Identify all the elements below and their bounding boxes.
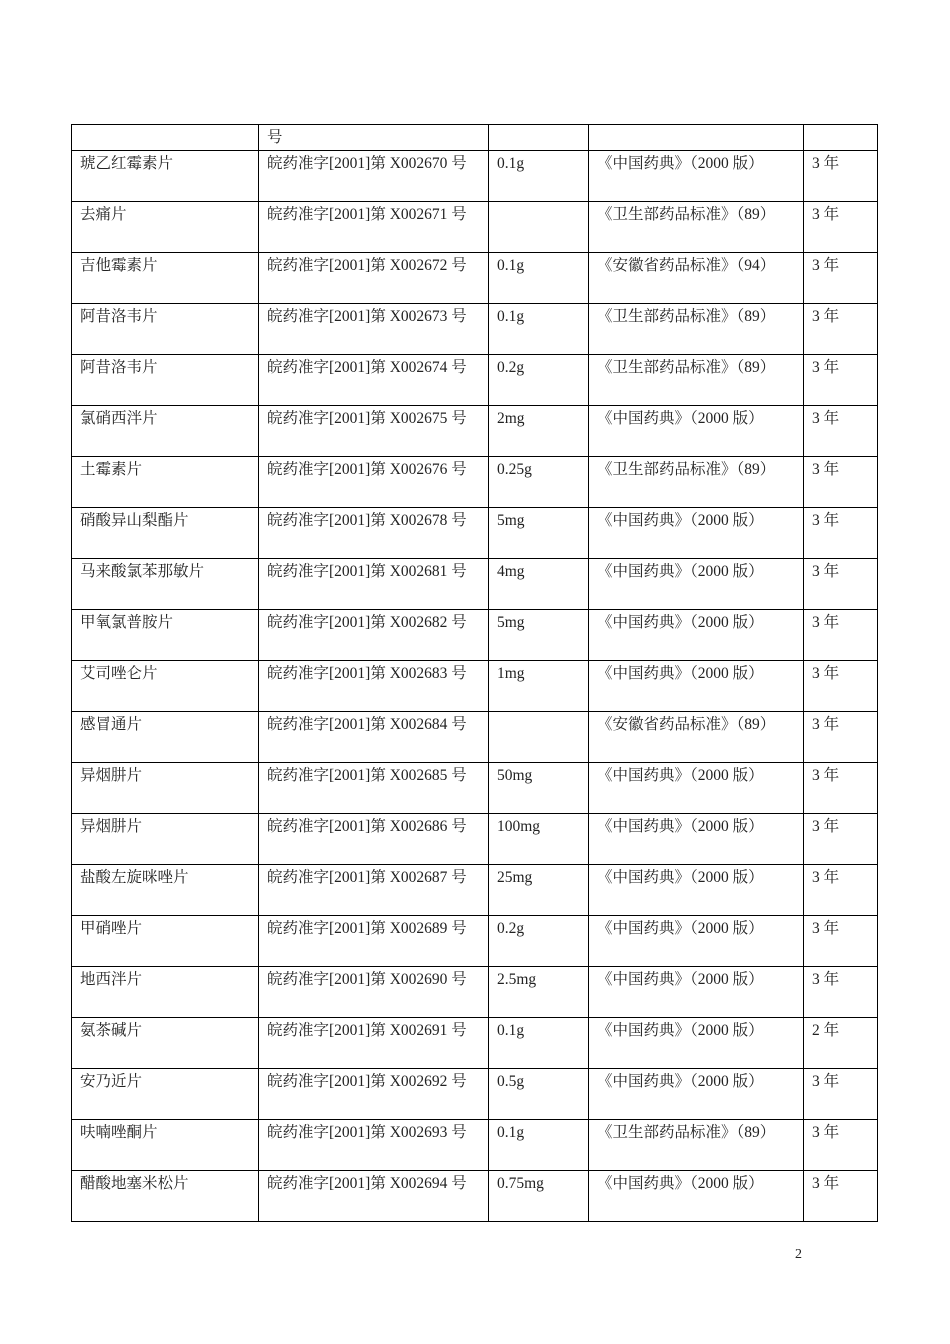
table-row xyxy=(72,967,878,1018)
standard-cell: 《中国药典》（2000 版） xyxy=(589,559,804,610)
spec-cell: 0.1g xyxy=(489,253,589,304)
spec-cell: 5mg xyxy=(489,508,589,559)
approval-cell: 皖药准字[2001]第 X002689 号 xyxy=(259,916,489,967)
approval-cell: 皖药准字[2001]第 X002674 号 xyxy=(259,355,489,406)
validity-cell: 3 年 xyxy=(804,406,878,457)
name-cell: 氯硝西泮片 xyxy=(72,406,259,457)
spec-cell: 50mg xyxy=(489,763,589,814)
approval-cell: 皖药准字[2001]第 X002671 号 xyxy=(259,202,489,253)
spec-cell: 0.25g xyxy=(489,457,589,508)
name-cell: 甲氧氯普胺片 xyxy=(72,610,259,661)
name-cell: 盐酸左旋咪唑片 xyxy=(72,865,259,916)
spec-cell: 0.1g xyxy=(489,1018,589,1069)
approval-cell: 皖药准字[2001]第 X002670 号 xyxy=(259,151,489,202)
standard-cell: 《安徽省药品标准》（89） xyxy=(589,712,804,763)
table-body xyxy=(72,125,878,1222)
name-cell: 阿昔洛韦片 xyxy=(72,304,259,355)
spec-cell: 0.1g xyxy=(489,1120,589,1171)
name-cell: 土霉素片 xyxy=(72,457,259,508)
validity-cell: 3 年 xyxy=(804,508,878,559)
validity-cell: 3 年 xyxy=(804,763,878,814)
table-row xyxy=(72,712,878,763)
approval-cell: 皖药准字[2001]第 X002681 号 xyxy=(259,559,489,610)
validity-cell: 3 年 xyxy=(804,814,878,865)
name-cell: 地西泮片 xyxy=(72,967,259,1018)
name-cell: 醋酸地塞米松片 xyxy=(72,1171,259,1222)
validity-cell: 2 年 xyxy=(804,1018,878,1069)
name-cell: 异烟肼片 xyxy=(72,763,259,814)
approval-cell: 皖药准字[2001]第 X002686 号 xyxy=(259,814,489,865)
standard-cell: 《中国药典》（2000 版） xyxy=(589,1069,804,1120)
approval-cell: 皖药准字[2001]第 X002682 号 xyxy=(259,610,489,661)
table-row xyxy=(72,406,878,457)
spec-cell: 0.2g xyxy=(489,916,589,967)
name-cell: 艾司唑仑片 xyxy=(72,661,259,712)
approval-cell: 皖药准字[2001]第 X002693 号 xyxy=(259,1120,489,1171)
table-row xyxy=(72,865,878,916)
table-row xyxy=(72,1069,878,1120)
standard-cell: 《卫生部药品标准》（89） xyxy=(589,202,804,253)
name-cell xyxy=(72,125,259,151)
standard-cell: 《中国药典》（2000 版） xyxy=(589,1018,804,1069)
approval-cell: 号 xyxy=(259,125,489,151)
approval-cell: 皖药准字[2001]第 X002687 号 xyxy=(259,865,489,916)
name-cell: 阿昔洛韦片 xyxy=(72,355,259,406)
spec-cell: 100mg xyxy=(489,814,589,865)
approval-cell: 皖药准字[2001]第 X002690 号 xyxy=(259,967,489,1018)
validity-cell: 3 年 xyxy=(804,610,878,661)
page-number: 2 xyxy=(795,1247,802,1262)
validity-cell: 3 年 xyxy=(804,1171,878,1222)
spec-cell: 25mg xyxy=(489,865,589,916)
validity-cell: 3 年 xyxy=(804,304,878,355)
standard-cell: 《中国药典》（2000 版） xyxy=(589,661,804,712)
standard-cell: 《卫生部药品标准》（89） xyxy=(589,355,804,406)
name-cell: 呋喃唑酮片 xyxy=(72,1120,259,1171)
standard-cell: 《安徽省药品标准》（94） xyxy=(589,253,804,304)
spec-cell: 5mg xyxy=(489,610,589,661)
standard-cell: 《中国药典》（2000 版） xyxy=(589,916,804,967)
approval-cell: 皖药准字[2001]第 X002675 号 xyxy=(259,406,489,457)
approval-cell: 皖药准字[2001]第 X002678 号 xyxy=(259,508,489,559)
spec-cell: 2mg xyxy=(489,406,589,457)
table-row xyxy=(72,661,878,712)
table-row xyxy=(72,151,878,202)
spec-cell xyxy=(489,202,589,253)
standard-cell: 《卫生部药品标准》（89） xyxy=(589,1120,804,1171)
validity-cell xyxy=(804,125,878,151)
name-cell: 硝酸异山梨酯片 xyxy=(72,508,259,559)
name-cell: 去痛片 xyxy=(72,202,259,253)
name-cell: 马来酸氯苯那敏片 xyxy=(72,559,259,610)
approval-cell: 皖药准字[2001]第 X002692 号 xyxy=(259,1069,489,1120)
standard-cell: 《卫生部药品标准》（89） xyxy=(589,457,804,508)
name-cell: 氨茶碱片 xyxy=(72,1018,259,1069)
approval-cell: 皖药准字[2001]第 X002676 号 xyxy=(259,457,489,508)
spec-cell: 0.75mg xyxy=(489,1171,589,1222)
validity-cell: 3 年 xyxy=(804,559,878,610)
standard-cell: 《卫生部药品标准》（89） xyxy=(589,304,804,355)
table-row xyxy=(72,202,878,253)
table-row xyxy=(72,814,878,865)
standard-cell: 《中国药典》（2000 版） xyxy=(589,1171,804,1222)
validity-cell: 3 年 xyxy=(804,253,878,304)
spec-cell: 0.1g xyxy=(489,151,589,202)
standard-cell: 《中国药典》（2000 版） xyxy=(589,406,804,457)
spec-cell: 0.1g xyxy=(489,304,589,355)
validity-cell: 3 年 xyxy=(804,1069,878,1120)
standard-cell: 《中国药典》（2000 版） xyxy=(589,508,804,559)
standard-cell: 《中国药典》（2000 版） xyxy=(589,610,804,661)
approval-cell: 皖药准字[2001]第 X002694 号 xyxy=(259,1171,489,1222)
table-row xyxy=(72,1120,878,1171)
validity-cell: 3 年 xyxy=(804,151,878,202)
spec-cell: 2.5mg xyxy=(489,967,589,1018)
table-row xyxy=(72,457,878,508)
approval-cell: 皖药准字[2001]第 X002691 号 xyxy=(259,1018,489,1069)
validity-cell: 3 年 xyxy=(804,355,878,406)
standard-cell: 《中国药典》（2000 版） xyxy=(589,151,804,202)
spec-cell xyxy=(489,125,589,151)
continued-row xyxy=(72,125,878,151)
validity-cell: 3 年 xyxy=(804,865,878,916)
standard-cell: 《中国药典》（2000 版） xyxy=(589,865,804,916)
name-cell: 琥乙红霉素片 xyxy=(72,151,259,202)
validity-cell: 3 年 xyxy=(804,712,878,763)
approval-cell: 皖药准字[2001]第 X002673 号 xyxy=(259,304,489,355)
table-row xyxy=(72,304,878,355)
table-row xyxy=(72,559,878,610)
table-row xyxy=(72,1171,878,1222)
name-cell: 吉他霉素片 xyxy=(72,253,259,304)
approval-cell: 皖药准字[2001]第 X002672 号 xyxy=(259,253,489,304)
table-row xyxy=(72,916,878,967)
table-row xyxy=(72,763,878,814)
spec-cell: 1mg xyxy=(489,661,589,712)
spec-cell: 0.2g xyxy=(489,355,589,406)
spec-cell: 4mg xyxy=(489,559,589,610)
drug-approval-table xyxy=(71,124,878,1222)
approval-cell: 皖药准字[2001]第 X002683 号 xyxy=(259,661,489,712)
spec-cell: 0.5g xyxy=(489,1069,589,1120)
standard-cell: 《中国药典》（2000 版） xyxy=(589,814,804,865)
approval-cell: 皖药准字[2001]第 X002684 号 xyxy=(259,712,489,763)
spec-cell xyxy=(489,712,589,763)
standard-cell: 《中国药典》（2000 版） xyxy=(589,967,804,1018)
validity-cell: 3 年 xyxy=(804,202,878,253)
validity-cell: 3 年 xyxy=(804,967,878,1018)
validity-cell: 3 年 xyxy=(804,1120,878,1171)
approval-cell: 皖药准字[2001]第 X002685 号 xyxy=(259,763,489,814)
validity-cell: 3 年 xyxy=(804,661,878,712)
name-cell: 甲硝唑片 xyxy=(72,916,259,967)
table-row xyxy=(72,610,878,661)
standard-cell xyxy=(589,125,804,151)
name-cell: 安乃近片 xyxy=(72,1069,259,1120)
standard-cell: 《中国药典》（2000 版） xyxy=(589,763,804,814)
name-cell: 异烟肼片 xyxy=(72,814,259,865)
name-cell: 感冒通片 xyxy=(72,712,259,763)
validity-cell: 3 年 xyxy=(804,457,878,508)
validity-cell: 3 年 xyxy=(804,916,878,967)
table-row xyxy=(72,355,878,406)
table-row xyxy=(72,508,878,559)
table-row xyxy=(72,253,878,304)
table-row xyxy=(72,1018,878,1069)
